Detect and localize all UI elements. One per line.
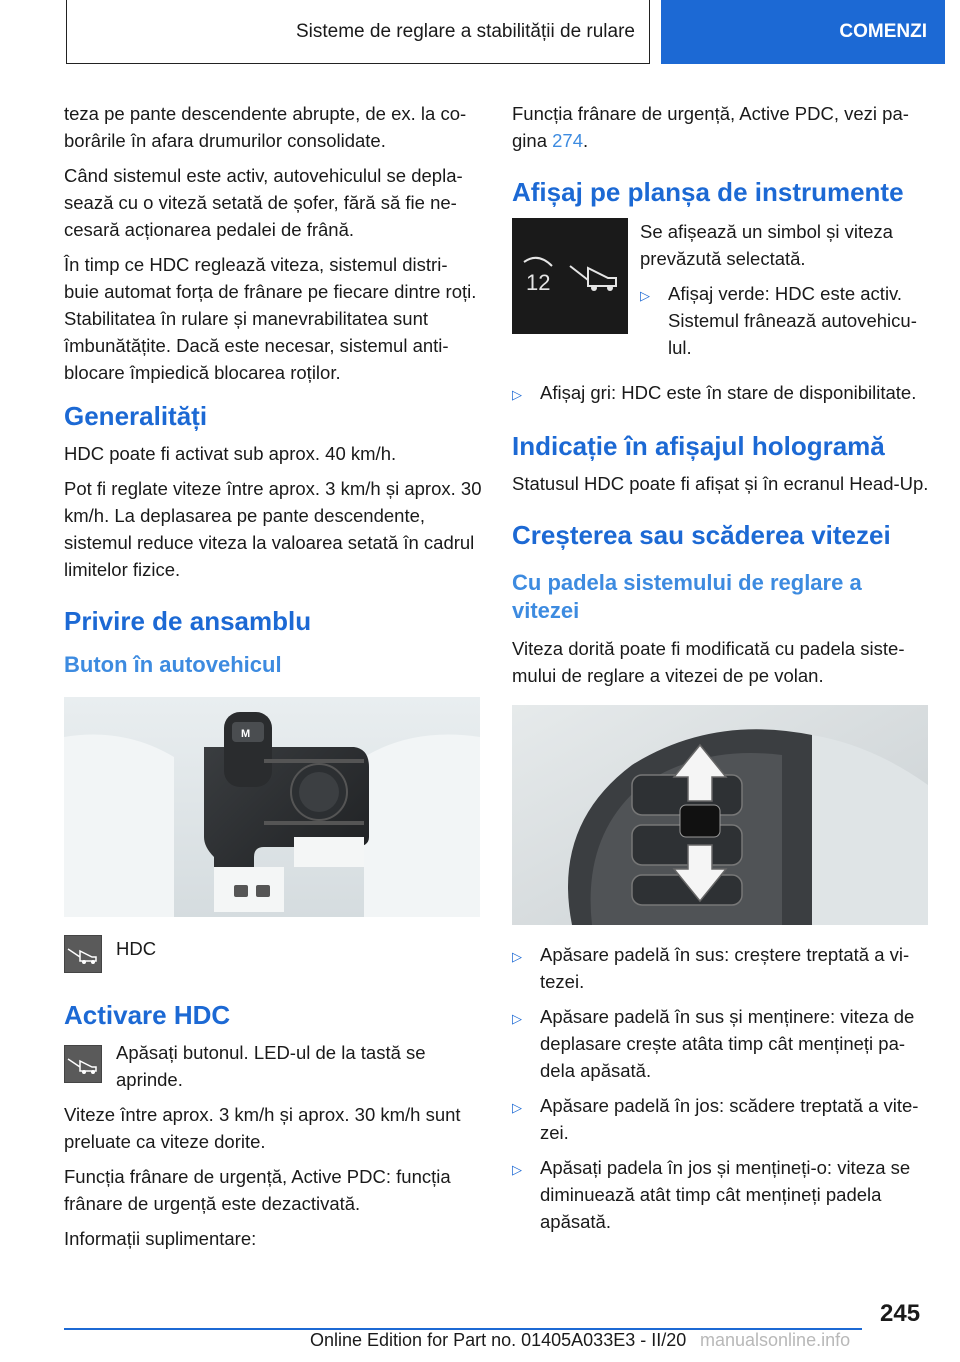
heading-overview: Privire de ansamblu [64,606,312,636]
paragraph: Viteze între aprox. 3 km/h și aprox. 30 km/h sunt preluate ca viteze dorite. [64,1104,461,1152]
page-number: 245 [880,1300,921,1327]
paragraph: Funcția frânare de urgență, Active PDC: funcția frânare de urgență este dezactivată. [64,1166,451,1214]
steering-wheel-paddle-image [512,705,928,925]
hdc-label: HDC [116,938,157,959]
paragraph: teza pe pante descendente abrupte, de ex. la co-borârile în afara drumurilor consolidate. [64,103,467,151]
triangle-right-icon: ▷ [512,1100,522,1115]
heading-button-in-vehicle: Buton în autovehicul [64,652,282,677]
hdc-symbol-row [64,935,482,973]
text: . [583,130,589,151]
list-item [640,280,930,361]
section-title: Sisteme de reglare a stabilității de rulare [295,20,635,42]
center-console-illustration [64,697,480,917]
paragraph: Când sistemul este activ, autovehiculul se depla-sează cu o viteză setată de șofer, fără să fie ne-cesară acționarea pedalei de frână. [64,165,463,240]
paragraph: Viteza dorită poate fi modificată cu padela siste-mului de reglare a vitezei de pe volan. [512,638,905,686]
triangle-right-icon: ▷ [640,288,650,303]
display-block [512,218,930,369]
hill-descent-car-icon [64,1045,102,1083]
list-item [512,1092,930,1146]
heading-paddle: Cu padela sistemului de reglare a vitezei [512,570,862,623]
paddle-list [512,941,930,1235]
list-item-text: Apăsare padelă în sus și menținere: viteza de deplasare crește atâta timp cât mențineți pa-dela apăsată. [540,1006,915,1081]
list-item-text: Apăsați padela în jos și mențineți-o: viteza se diminuează atât timp cât mențineți padela apăsată. [540,1157,911,1232]
activate-row [64,1039,482,1093]
paragraph: Pot fi reglate viteze între aprox. 3 km/h și aprox. 30 km/h. La deplasarea pe pante descendente, sistemul reduce viteza la valoarea setată în cadrul limitelor fizice. [64,478,482,580]
center-console-image [64,697,480,917]
triangle-right-icon: ▷ [512,387,522,402]
heading-general: Generalități [64,401,208,431]
activate-text: Apăsați butonul. LED-ul de la tastă se aprinde. [116,1042,426,1090]
paragraph: HDC poate fi activat sub aprox. 40 km/h. [64,443,397,464]
footer-edition: Online Edition for Part no. 01405A033E3 - II/20 [310,1330,687,1350]
chapter-title: COMENZI [839,21,927,42]
instrument-cluster-image [512,218,628,334]
left-column [64,100,482,1260]
cluster-speed-value: 12 [526,270,551,295]
header-chapter-tab[interactable] [661,0,945,64]
header-section-title [66,0,650,64]
paragraph: Informații suplimentare: [64,1228,257,1249]
hill-descent-car-icon [64,935,102,973]
gear-selector-logo: M [241,728,251,740]
list-item-text: Apăsare padelă în jos: scădere treptată a vite-zei. [540,1095,919,1143]
list-item-text: Afișaj gri: HDC este în stare de disponibilitate. [540,382,917,403]
triangle-right-icon: ▷ [512,1162,522,1177]
text: Funcția frânare de urgență, Active PDC, vezi pa-gina [512,103,909,151]
heading-hud: Indicație în afișajul hologramă [512,431,885,461]
list-item [512,1003,930,1084]
list-item-text: Apăsare padelă în sus: creștere treptată a vi-tezei. [540,944,910,992]
triangle-right-icon: ▷ [512,949,522,964]
footer-watermark: manualsonline.info [700,1330,851,1350]
display-text-block [640,218,930,369]
list-item [512,941,930,995]
heading-speed-change: Creșterea sau scăderea vitezei [512,520,891,550]
page-link-274[interactable]: 274 [552,130,583,151]
right-column [512,100,930,1243]
list-item-text: Afișaj verde: HDC este activ. Sistemul frânează autovehicu-lul. [668,283,917,358]
list-item [512,379,930,408]
heading-instrument-display: Afișaj pe planșa de instrumente [512,177,904,207]
list-item [512,1154,930,1235]
paragraph [512,100,930,154]
triangle-right-icon: ▷ [512,1011,522,1026]
paddle-illustration [512,705,928,925]
paragraph: Statusul HDC poate fi afișat și în ecranul Head-Up. [512,473,929,494]
paragraph: În timp ce HDC reglează viteza, sistemul distri-buie automat forța de frânare pe fiecare dintre roți. Stabilitatea în rulare și manevrabilitatea sunt îmbunătățite. Dacă este necesar, sistemul anti-blocare împiedică blocarea roților. [64,254,477,383]
paragraph: Se afișează un simbol și viteza prevăzută selectată. [640,221,893,269]
heading-activate-hdc: Activare HDC [64,1000,231,1030]
